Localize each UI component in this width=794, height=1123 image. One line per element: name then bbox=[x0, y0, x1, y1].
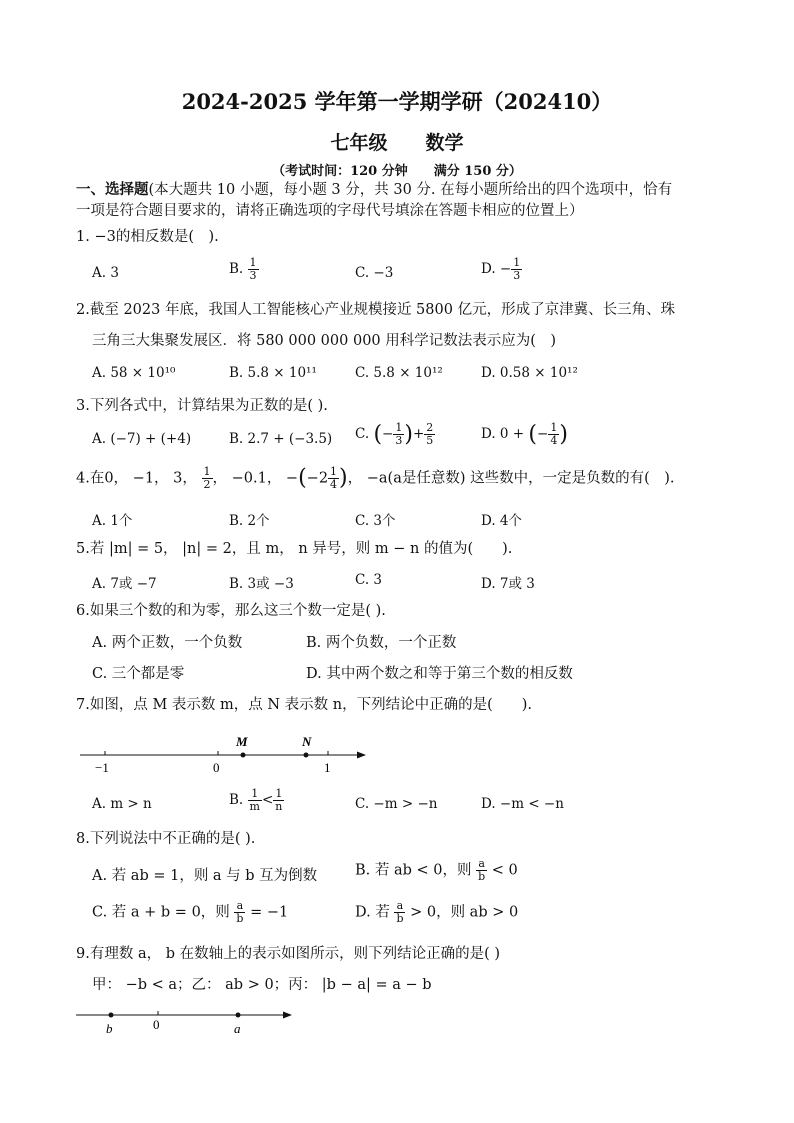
exam-info: （考试时间：120 分钟 满分 150 分） bbox=[272, 164, 522, 179]
q4-mixed-fraction: $\frac{1}{4}$ bbox=[330, 465, 338, 491]
q8-option-c: C. 若 a + b = 0，则 $\frac{a}{b}$ = −1 bbox=[92, 899, 289, 925]
q4-stem: 4.在0， −1， 3， $\frac{1}{2}$ ， −0.1， −(−2 $\frac{1}{4}$ )， −a(a是任意数) 这些数中，一定是负数的有( ). bbox=[76, 465, 675, 491]
q9-point-a bbox=[236, 1013, 241, 1018]
q1-option-c: C. −3 bbox=[355, 265, 394, 281]
section-instructions-text: (本大题共 10 小题，每小题 3 分，共 30 分. 在每小题所给出的四个选项中，恰有 bbox=[148, 182, 673, 198]
q3-option-b: B. 2.7 + (−3.5) bbox=[229, 431, 333, 447]
q6-stem: 6.如果三个数的和为零，那么这三个数一定是( ). bbox=[76, 603, 386, 619]
q7-stem: 7.如图，点 M 表示数 m，点 N 表示数 n，下列结论中正确的是( ). bbox=[76, 697, 533, 713]
q5-option-c: C. 3 bbox=[355, 572, 383, 588]
q7-b-fraction2: $\frac{1}{n}$ bbox=[275, 787, 283, 813]
q2-option-d: D. 0.58 × 10¹² bbox=[481, 365, 578, 381]
q7-label-n: N bbox=[302, 734, 312, 749]
q8-b-fraction: $\frac{a}{b}$ bbox=[478, 857, 486, 883]
q2-option-b: B. 5.8 × 10¹¹ bbox=[229, 365, 317, 381]
q9-stem: 9.有理数 a， b 在数轴上的表示如图所示，则下列结论正确的是( ) bbox=[76, 946, 501, 962]
q1-stem: 1. −3的相反数是( ). bbox=[76, 229, 219, 245]
q3-stem: 3.下列各式中，计算结果为正数的是( ). bbox=[76, 398, 328, 414]
q1-d-fraction: $\frac{1}{3}$ bbox=[513, 256, 521, 282]
q3-c-label: C. bbox=[355, 426, 370, 442]
section-instructions-line2: 一项是符合题目要求的，请将正确选项的字母代号填涂在答题卡相应的位置上） bbox=[76, 203, 584, 219]
q5-stem: 5.若 |m| = 5， |n| = 2，且 m， n 异号，则 m − n 的值为( ). bbox=[76, 541, 513, 557]
q4-option-b: B. 2个 bbox=[229, 513, 270, 529]
q5-option-b: B. 3或 −3 bbox=[229, 576, 294, 592]
q5-option-d: D. 7或 3 bbox=[481, 576, 535, 592]
q3-option-d: D. 0 + (− $\frac{1}{4}$ ) bbox=[481, 421, 568, 447]
q2-option-c: C. 5.8 × 10¹² bbox=[355, 365, 443, 381]
q5-option-a: A. 7或 −7 bbox=[92, 576, 157, 592]
q3-option-c: C. (− $\frac{1}{3}$ )+ $\frac{2}{5}$ bbox=[355, 421, 434, 447]
exam-subtitle: 七年级 数学 bbox=[330, 132, 464, 154]
q9-label-a: a bbox=[234, 1021, 241, 1036]
q1-b-fraction: $\frac{1}{3}$ bbox=[249, 256, 257, 282]
section-heading: 一、选择题 bbox=[76, 181, 149, 198]
q1-d-label: D. − bbox=[481, 261, 512, 277]
q3-option-a: A. (−7) + (+4) bbox=[92, 431, 192, 447]
q7-option-d: D. −m < −n bbox=[481, 796, 564, 812]
q4-option-c: C. 3个 bbox=[355, 513, 396, 529]
q7-tick-label-0: 0 bbox=[213, 760, 220, 775]
q4-half-fraction: $\frac{1}{2}$ bbox=[203, 465, 211, 491]
q1-option-a: A. 3 bbox=[92, 265, 119, 281]
q8-stem: 8.下列说法中不正确的是( ). bbox=[76, 831, 256, 847]
q7-option-b: B. $\frac{1}{m}$ < $\frac{1}{n}$ bbox=[229, 787, 283, 813]
q2-option-a: A. 58 × 10¹⁰ bbox=[92, 365, 176, 381]
q9-conditions: 甲： −b < a；乙： ab > 0；丙： |b − a| = a − b bbox=[92, 977, 432, 993]
q9-tick-label-0: 0 bbox=[153, 1017, 160, 1032]
q8-option-a: A. 若 ab = 1，则 a 与 b 互为倒数 bbox=[92, 868, 318, 884]
q7-label-m: M bbox=[236, 734, 248, 749]
q8-c-fraction: $\frac{a}{b}$ bbox=[236, 899, 244, 925]
q9-label-b: b bbox=[106, 1021, 113, 1036]
q9-point-b bbox=[109, 1013, 114, 1018]
q8-d-fraction: $\frac{a}{b}$ bbox=[396, 899, 404, 925]
q7-tick-label-neg1: −1 bbox=[95, 760, 109, 775]
q2-stem-line1: 2.截至 2023 年底，我国人工智能核心产业规模接近 5800 亿元，形成了京津冀、长三角、珠 bbox=[76, 302, 676, 318]
q8-option-d: D. 若 $\frac{a}{b}$ > 0，则 ab > 0 bbox=[355, 899, 519, 925]
q7-b-fraction1: $\frac{1}{m}$ bbox=[249, 787, 260, 813]
q4-option-a: A. 1个 bbox=[92, 513, 133, 529]
q7-option-c: C. −m > −n bbox=[355, 796, 438, 812]
q3-c-fraction1: $\frac{1}{3}$ bbox=[395, 421, 403, 447]
q6-option-a: A. 两个正数，一个负数 bbox=[92, 635, 243, 651]
q6-option-d: D. 其中两个数之和等于第三个数的相反数 bbox=[306, 666, 573, 682]
q8-option-b: B. 若 ab < 0，则 $\frac{a}{b}$ < 0 bbox=[355, 857, 518, 883]
q1-b-label: B. bbox=[229, 261, 244, 277]
q4-option-d: D. 4个 bbox=[481, 513, 523, 529]
q3-d-fraction: $\frac{1}{4}$ bbox=[550, 421, 558, 447]
q7-option-a: A. m > n bbox=[92, 796, 152, 812]
q7-b-label: B. bbox=[229, 792, 244, 808]
exam-title: 2024-2025 学年第一学期学研（202410） bbox=[181, 89, 613, 114]
q3-c-fraction2: $\frac{2}{5}$ bbox=[426, 421, 434, 447]
q6-option-b: B. 两个负数，一个正数 bbox=[306, 635, 457, 651]
q7-tick-label-1: 1 bbox=[324, 760, 331, 775]
q2-stem-line2: 三角三大集聚发展区．将 580 000 000 000 用科学记数法表示应为( ) bbox=[92, 333, 557, 349]
q6-option-c: C. 三个都是零 bbox=[92, 666, 185, 682]
q3-d-label: D. 0 + bbox=[481, 426, 525, 442]
